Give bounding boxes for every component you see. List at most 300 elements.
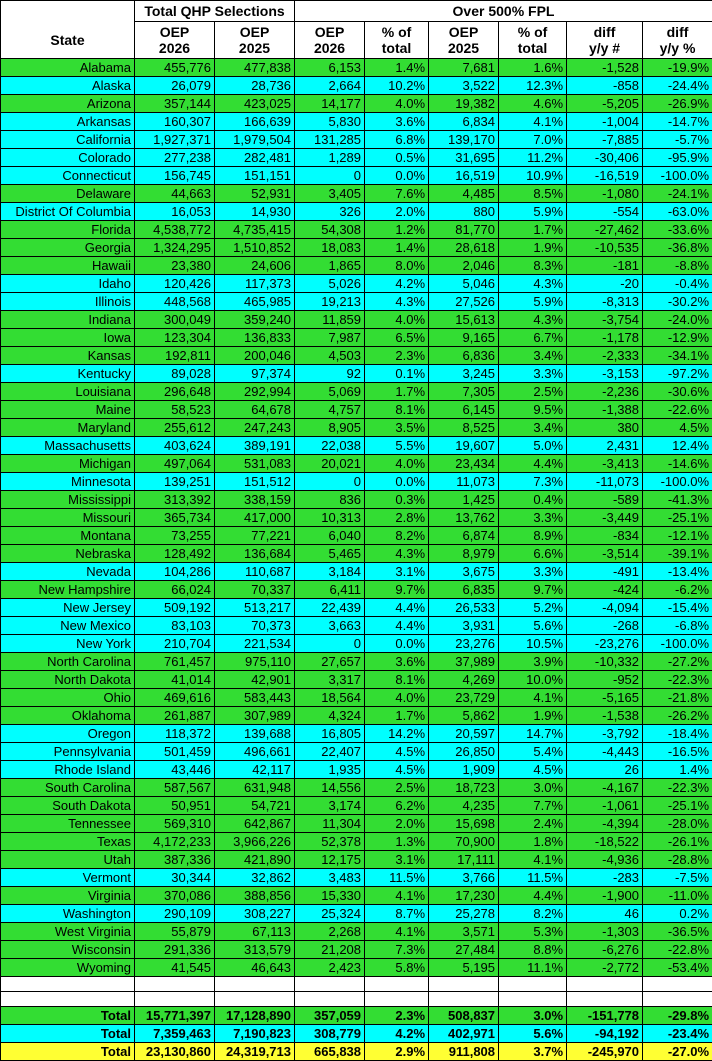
- total-label-cell: Total: [1, 1043, 135, 1061]
- value-cell: 3.4%: [499, 419, 567, 437]
- value-cell: 448,568: [135, 293, 215, 311]
- value-cell: 836: [295, 491, 365, 509]
- value-cell: 41,014: [135, 671, 215, 689]
- value-cell: 0.0%: [365, 167, 429, 185]
- total-value-cell: 7,359,463: [135, 1025, 215, 1043]
- total-value-cell: 24,319,713: [215, 1043, 295, 1061]
- column-header: [499, 22, 567, 59]
- value-cell: 1,865: [295, 257, 365, 275]
- value-cell: 6,836: [429, 347, 499, 365]
- value-cell: 136,684: [215, 545, 295, 563]
- value-cell: -8,313: [567, 293, 643, 311]
- value-cell: -1,061: [567, 797, 643, 815]
- value-cell: 83,103: [135, 617, 215, 635]
- value-cell: 569,310: [135, 815, 215, 833]
- value-cell: 1,510,852: [215, 239, 295, 257]
- value-cell: -1,004: [567, 113, 643, 131]
- state-name-cell: Washington: [1, 905, 135, 923]
- value-cell: 26: [567, 761, 643, 779]
- value-cell: 8,905: [295, 419, 365, 437]
- value-cell: 10,313: [295, 509, 365, 527]
- column-header: [295, 22, 365, 59]
- value-cell: 326: [295, 203, 365, 221]
- value-cell: 1.7%: [499, 221, 567, 239]
- value-cell: 70,900: [429, 833, 499, 851]
- column-header-line: total: [368, 40, 425, 56]
- value-cell: -23,276: [567, 635, 643, 653]
- value-cell: -16.5%: [643, 743, 712, 761]
- value-cell: 4.3%: [365, 545, 429, 563]
- value-cell: -1,538: [567, 707, 643, 725]
- table-row: [1, 437, 712, 455]
- value-cell: -10,535: [567, 239, 643, 257]
- value-cell: 19,213: [295, 293, 365, 311]
- value-cell: 2,268: [295, 923, 365, 941]
- value-cell: -10,332: [567, 653, 643, 671]
- value-cell: 160,307: [135, 113, 215, 131]
- value-cell: 8.0%: [365, 257, 429, 275]
- value-cell: 11.5%: [499, 869, 567, 887]
- value-cell: 37,989: [429, 653, 499, 671]
- value-cell: 3.4%: [499, 347, 567, 365]
- value-cell: -952: [567, 671, 643, 689]
- value-cell: 3,483: [295, 869, 365, 887]
- value-cell: 465,985: [215, 293, 295, 311]
- value-cell: -1,080: [567, 185, 643, 203]
- state-name-cell: Vermont: [1, 869, 135, 887]
- value-cell: 4.4%: [365, 599, 429, 617]
- total-value-cell: 308,779: [295, 1025, 365, 1043]
- table-row: [1, 131, 712, 149]
- value-cell: -97.2%: [643, 365, 712, 383]
- table-body: [1, 59, 712, 1061]
- value-cell: 151,512: [215, 473, 295, 491]
- value-cell: -27.2%: [643, 653, 712, 671]
- value-cell: -36.5%: [643, 923, 712, 941]
- table-row: [1, 311, 712, 329]
- value-cell: 25,324: [295, 905, 365, 923]
- value-cell: 10.5%: [499, 635, 567, 653]
- value-cell: -3,754: [567, 311, 643, 329]
- spacer-cell: [365, 977, 429, 992]
- value-cell: 4.4%: [499, 887, 567, 905]
- value-cell: 7.3%: [365, 941, 429, 959]
- value-cell: 277,238: [135, 149, 215, 167]
- value-cell: 496,661: [215, 743, 295, 761]
- spacer-cell: [643, 992, 712, 1007]
- value-cell: -4,443: [567, 743, 643, 761]
- total-value-cell: -29.8%: [643, 1007, 712, 1025]
- value-cell: 8,979: [429, 545, 499, 563]
- table-row: [1, 149, 712, 167]
- state-name-cell: Michigan: [1, 455, 135, 473]
- value-cell: 54,721: [215, 797, 295, 815]
- state-name-cell: Delaware: [1, 185, 135, 203]
- value-cell: 10.2%: [365, 77, 429, 95]
- value-cell: 16,053: [135, 203, 215, 221]
- value-cell: 13,762: [429, 509, 499, 527]
- value-cell: 6,040: [295, 527, 365, 545]
- state-name-cell: Connecticut: [1, 167, 135, 185]
- value-cell: 2.5%: [365, 779, 429, 797]
- value-cell: 0: [295, 635, 365, 653]
- value-cell: 338,159: [215, 491, 295, 509]
- corner-cell: [1, 1, 135, 22]
- state-name-cell: South Dakota: [1, 797, 135, 815]
- value-cell: 4.5%: [365, 761, 429, 779]
- state-name-cell: South Carolina: [1, 779, 135, 797]
- value-cell: 44,663: [135, 185, 215, 203]
- column-header: [215, 22, 295, 59]
- state-name-cell: New Mexico: [1, 617, 135, 635]
- value-cell: 0.3%: [365, 491, 429, 509]
- value-cell: 22,439: [295, 599, 365, 617]
- value-cell: 81,770: [429, 221, 499, 239]
- table-row: [1, 473, 712, 491]
- value-cell: 24,606: [215, 257, 295, 275]
- spacer-cell: [135, 977, 215, 992]
- state-name-cell: Nevada: [1, 563, 135, 581]
- spacer-cell: [135, 992, 215, 1007]
- table-row: [1, 545, 712, 563]
- value-cell: 1.6%: [499, 59, 567, 77]
- state-name-cell: Utah: [1, 851, 135, 869]
- value-cell: 11.5%: [365, 869, 429, 887]
- state-name-cell: Rhode Island: [1, 761, 135, 779]
- state-name-cell: Indiana: [1, 311, 135, 329]
- table-row: [1, 941, 712, 959]
- value-cell: 16,805: [295, 725, 365, 743]
- value-cell: -53.4%: [643, 959, 712, 977]
- value-cell: 5,026: [295, 275, 365, 293]
- value-cell: 6.7%: [499, 329, 567, 347]
- table-row: [1, 761, 712, 779]
- value-cell: -13.4%: [643, 563, 712, 581]
- value-cell: 28,736: [215, 77, 295, 95]
- value-cell: 1.7%: [365, 383, 429, 401]
- state-name-cell: Maryland: [1, 419, 135, 437]
- value-cell: 8.2%: [499, 905, 567, 923]
- table-row: [1, 635, 712, 653]
- value-cell: 4,538,772: [135, 221, 215, 239]
- value-cell: 1.2%: [365, 221, 429, 239]
- value-cell: 4,172,233: [135, 833, 215, 851]
- value-cell: -1,388: [567, 401, 643, 419]
- value-cell: 12,175: [295, 851, 365, 869]
- value-cell: -22.8%: [643, 941, 712, 959]
- state-name-cell: Georgia: [1, 239, 135, 257]
- value-cell: 14,177: [295, 95, 365, 113]
- value-cell: 32,862: [215, 869, 295, 887]
- table-row: [1, 833, 712, 851]
- value-cell: 4.1%: [499, 851, 567, 869]
- value-cell: 166,639: [215, 113, 295, 131]
- value-cell: 5.5%: [365, 437, 429, 455]
- total-value-cell: 5.6%: [499, 1025, 567, 1043]
- value-cell: 4.5%: [643, 419, 712, 437]
- value-cell: 2.5%: [499, 383, 567, 401]
- value-cell: 2,664: [295, 77, 365, 95]
- value-cell: 4.5%: [365, 743, 429, 761]
- value-cell: -4,936: [567, 851, 643, 869]
- value-cell: 365,734: [135, 509, 215, 527]
- value-cell: -8.8%: [643, 257, 712, 275]
- value-cell: -24.0%: [643, 311, 712, 329]
- value-cell: 30,344: [135, 869, 215, 887]
- total-label-cell: Total: [1, 1007, 135, 1025]
- state-name-cell: Colorado: [1, 149, 135, 167]
- table-row: [1, 365, 712, 383]
- value-cell: 1,425: [429, 491, 499, 509]
- value-cell: 117,373: [215, 275, 295, 293]
- state-name-cell: Tennessee: [1, 815, 135, 833]
- value-cell: 5.9%: [499, 203, 567, 221]
- total-value-cell: -23.4%: [643, 1025, 712, 1043]
- value-cell: 642,867: [215, 815, 295, 833]
- value-cell: 4.0%: [365, 95, 429, 113]
- table-row: [1, 59, 712, 77]
- value-cell: 8.8%: [499, 941, 567, 959]
- table-row: [1, 689, 712, 707]
- table-row: [1, 383, 712, 401]
- total-row: [1, 1025, 712, 1043]
- value-cell: 0.0%: [365, 473, 429, 491]
- value-cell: -25.1%: [643, 509, 712, 527]
- table-row: [1, 815, 712, 833]
- value-cell: 27,484: [429, 941, 499, 959]
- value-cell: 18,564: [295, 689, 365, 707]
- value-cell: 23,434: [429, 455, 499, 473]
- value-cell: 388,856: [215, 887, 295, 905]
- state-name-cell: Alabama: [1, 59, 135, 77]
- value-cell: 5,195: [429, 959, 499, 977]
- value-cell: 28,618: [429, 239, 499, 257]
- column-header-line: % of: [502, 24, 563, 40]
- state-name-cell: California: [1, 131, 135, 149]
- state-name-cell: Texas: [1, 833, 135, 851]
- value-cell: 3.6%: [365, 113, 429, 131]
- value-cell: 292,994: [215, 383, 295, 401]
- value-cell: 14,930: [215, 203, 295, 221]
- value-cell: 8.7%: [365, 905, 429, 923]
- value-cell: 77,221: [215, 527, 295, 545]
- value-cell: 6,874: [429, 527, 499, 545]
- value-cell: -14.7%: [643, 113, 712, 131]
- value-cell: 41,545: [135, 959, 215, 977]
- column-header-line: 2026: [298, 40, 361, 56]
- value-cell: 70,337: [215, 581, 295, 599]
- value-cell: -28.8%: [643, 851, 712, 869]
- table-row: [1, 509, 712, 527]
- value-cell: 200,046: [215, 347, 295, 365]
- value-cell: 4.0%: [365, 311, 429, 329]
- value-cell: 9,165: [429, 329, 499, 347]
- value-cell: 1,927,371: [135, 131, 215, 149]
- value-cell: -19.9%: [643, 59, 712, 77]
- value-cell: 1.4%: [365, 239, 429, 257]
- value-cell: 4.1%: [499, 689, 567, 707]
- table-row: [1, 257, 712, 275]
- value-cell: 14,556: [295, 779, 365, 797]
- value-cell: 2,431: [567, 437, 643, 455]
- total-value-cell: -27.0%: [643, 1043, 712, 1061]
- value-cell: 0.1%: [365, 365, 429, 383]
- value-cell: 421,890: [215, 851, 295, 869]
- table-row: [1, 869, 712, 887]
- state-name-cell: Wisconsin: [1, 941, 135, 959]
- value-cell: 7.0%: [499, 131, 567, 149]
- value-cell: 3,522: [429, 77, 499, 95]
- state-name-cell: Kentucky: [1, 365, 135, 383]
- value-cell: 17,111: [429, 851, 499, 869]
- value-cell: 587,567: [135, 779, 215, 797]
- value-cell: 221,534: [215, 635, 295, 653]
- value-cell: 4.3%: [365, 293, 429, 311]
- value-cell: -3,413: [567, 455, 643, 473]
- value-cell: 55,879: [135, 923, 215, 941]
- value-cell: -24.1%: [643, 185, 712, 203]
- value-cell: -39.1%: [643, 545, 712, 563]
- value-cell: -24.4%: [643, 77, 712, 95]
- table-row: [1, 167, 712, 185]
- value-cell: 255,612: [135, 419, 215, 437]
- column-header-line: OEP: [432, 24, 495, 40]
- value-cell: 7.6%: [365, 185, 429, 203]
- value-cell: 5,465: [295, 545, 365, 563]
- value-cell: 58,523: [135, 401, 215, 419]
- value-cell: 70,373: [215, 617, 295, 635]
- total-value-cell: 17,128,890: [215, 1007, 295, 1025]
- value-cell: 52,378: [295, 833, 365, 851]
- value-cell: 50,951: [135, 797, 215, 815]
- table-row: [1, 743, 712, 761]
- value-cell: 5,046: [429, 275, 499, 293]
- state-name-cell: Louisiana: [1, 383, 135, 401]
- table-row: [1, 293, 712, 311]
- value-cell: 880: [429, 203, 499, 221]
- value-cell: -4,094: [567, 599, 643, 617]
- value-cell: -18,522: [567, 833, 643, 851]
- value-cell: -12.9%: [643, 329, 712, 347]
- value-cell: 5.2%: [499, 599, 567, 617]
- column-header-line: % of: [368, 24, 425, 40]
- value-cell: 8.3%: [499, 257, 567, 275]
- value-cell: 3,245: [429, 365, 499, 383]
- value-cell: 501,459: [135, 743, 215, 761]
- value-cell: 66,024: [135, 581, 215, 599]
- value-cell: 4.1%: [365, 923, 429, 941]
- state-name-cell: Montana: [1, 527, 135, 545]
- state-name-cell: Pennsylvania: [1, 743, 135, 761]
- value-cell: 497,064: [135, 455, 215, 473]
- value-cell: 3,675: [429, 563, 499, 581]
- value-cell: 583,443: [215, 689, 295, 707]
- table-row: [1, 581, 712, 599]
- table-row: [1, 923, 712, 941]
- column-header: [429, 22, 499, 59]
- table-row: [1, 419, 712, 437]
- value-cell: -834: [567, 527, 643, 545]
- state-name-cell: Iowa: [1, 329, 135, 347]
- total-value-cell: 23,130,860: [135, 1043, 215, 1061]
- value-cell: 477,838: [215, 59, 295, 77]
- table-row: [1, 797, 712, 815]
- value-cell: 3.3%: [499, 509, 567, 527]
- value-cell: 4.3%: [499, 311, 567, 329]
- value-cell: 136,833: [215, 329, 295, 347]
- value-cell: 12.3%: [499, 77, 567, 95]
- value-cell: 531,083: [215, 455, 295, 473]
- value-cell: -22.3%: [643, 779, 712, 797]
- value-cell: 15,698: [429, 815, 499, 833]
- spacer-row: [1, 992, 712, 1007]
- value-cell: 3.5%: [365, 419, 429, 437]
- total-value-cell: 3.0%: [499, 1007, 567, 1025]
- spacer-cell: [499, 977, 567, 992]
- value-cell: 15,330: [295, 887, 365, 905]
- value-cell: 5.8%: [365, 959, 429, 977]
- value-cell: 1,324,295: [135, 239, 215, 257]
- state-name-cell: Massachusetts: [1, 437, 135, 455]
- value-cell: 22,038: [295, 437, 365, 455]
- state-name-cell: North Carolina: [1, 653, 135, 671]
- table-row: [1, 599, 712, 617]
- table-row: [1, 905, 712, 923]
- value-cell: 513,217: [215, 599, 295, 617]
- value-cell: 455,776: [135, 59, 215, 77]
- value-cell: 4,485: [429, 185, 499, 203]
- table-row: [1, 113, 712, 131]
- value-cell: 2.0%: [365, 203, 429, 221]
- value-cell: 192,811: [135, 347, 215, 365]
- value-cell: 17,230: [429, 887, 499, 905]
- state-name-cell: Florida: [1, 221, 135, 239]
- value-cell: 7,987: [295, 329, 365, 347]
- column-header-line: total: [502, 40, 563, 56]
- value-cell: 18,083: [295, 239, 365, 257]
- value-cell: 15,613: [429, 311, 499, 329]
- value-cell: 10.0%: [499, 671, 567, 689]
- value-cell: 42,117: [215, 761, 295, 779]
- value-cell: -100.0%: [643, 167, 712, 185]
- value-cell: 14.2%: [365, 725, 429, 743]
- total-value-cell: -94,192: [567, 1025, 643, 1043]
- value-cell: -589: [567, 491, 643, 509]
- value-cell: 307,989: [215, 707, 295, 725]
- value-cell: 14.7%: [499, 725, 567, 743]
- value-cell: 5.9%: [499, 293, 567, 311]
- value-cell: 417,000: [215, 509, 295, 527]
- value-cell: -424: [567, 581, 643, 599]
- spacer-cell: [643, 977, 712, 992]
- value-cell: 156,745: [135, 167, 215, 185]
- total-value-cell: -245,970: [567, 1043, 643, 1061]
- value-cell: 0.4%: [499, 491, 567, 509]
- table-row: [1, 707, 712, 725]
- spacer-cell: [499, 992, 567, 1007]
- value-cell: 5.4%: [499, 743, 567, 761]
- value-cell: -5,165: [567, 689, 643, 707]
- column-header-line: 2025: [432, 40, 495, 56]
- value-cell: -30.6%: [643, 383, 712, 401]
- value-cell: 370,086: [135, 887, 215, 905]
- value-cell: 151,151: [215, 167, 295, 185]
- state-name-cell: Maine: [1, 401, 135, 419]
- value-cell: 5,830: [295, 113, 365, 131]
- value-cell: 11,304: [295, 815, 365, 833]
- value-cell: 3.3%: [499, 563, 567, 581]
- value-cell: 31,695: [429, 149, 499, 167]
